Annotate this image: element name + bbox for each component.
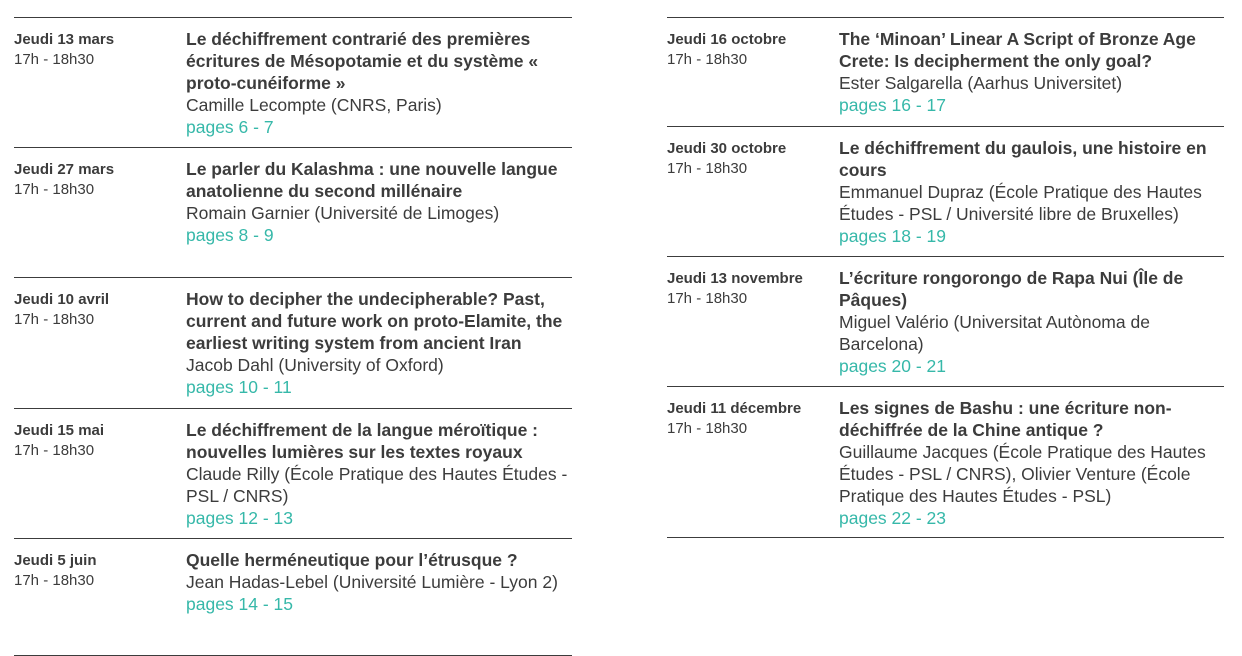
schedule-entry <box>14 538 572 656</box>
session-speaker: Claude Rilly (École Pratique des Hautes Études - PSL / CNRS) <box>186 464 568 506</box>
date-block <box>667 257 839 386</box>
schedule-entry <box>667 17 1224 126</box>
date-block <box>667 387 839 537</box>
session-date: Jeudi 10 avril <box>14 291 110 308</box>
schedule-entry <box>14 408 572 538</box>
schedule-entry <box>667 386 1224 538</box>
session-time: 17h - 18h30 <box>667 160 748 177</box>
session-time: 17h - 18h30 <box>14 51 95 68</box>
session-date: Jeudi 16 octobre <box>667 31 787 48</box>
date-block <box>14 539 186 655</box>
page-reference: pages 20 - 21 <box>839 356 947 376</box>
session-speaker: Miguel Valério (Universitat Autònoma de Barcelona) <box>839 312 1150 354</box>
schedule-entry <box>14 277 572 408</box>
session-content <box>186 409 572 538</box>
date-block <box>14 278 186 408</box>
schedule-entry <box>14 17 572 147</box>
session-time: 17h - 18h30 <box>667 420 748 437</box>
session-time: 17h - 18h30 <box>667 51 748 68</box>
session-date: Jeudi 30 octobre <box>667 140 787 157</box>
page-reference: pages 6 - 7 <box>186 117 274 137</box>
session-title: L’écriture rongorongo de Rapa Nui (Île de Pâques) <box>839 268 1184 310</box>
session-content <box>839 257 1224 386</box>
session-content <box>186 148 572 277</box>
page-reference: pages 22 - 23 <box>839 508 947 528</box>
date-block <box>14 148 186 277</box>
date-block <box>667 18 839 126</box>
session-time: 17h - 18h30 <box>14 572 95 589</box>
session-speaker: Emmanuel Dupraz (École Pratique des Hautes Études - PSL / Université libre de Bruxelles) <box>839 182 1202 224</box>
page-reference: pages 16 - 17 <box>839 95 947 115</box>
session-title: The ‘Minoan’ Linear A Script of Bronze Age Crete: Is decipherment the only goal? <box>839 29 1196 71</box>
session-date: Jeudi 5 juin <box>14 552 97 569</box>
session-title: How to decipher the undecipherable? Past, current and future work on proto-Elamite, the earliest writing system from ancient Iran <box>186 289 563 353</box>
session-date: Jeudi 27 mars <box>14 161 115 178</box>
session-title: Le déchiffrement du gaulois, une histoire en cours <box>839 138 1207 180</box>
session-speaker: Jean Hadas-Lebel (Université Lumière - Lyon 2) <box>186 572 558 592</box>
date-block <box>14 18 186 147</box>
page-reference: pages 10 - 11 <box>186 377 292 397</box>
session-title: Le parler du Kalashma : une nouvelle langue anatolienne du second millénaire <box>186 159 558 201</box>
page-reference: pages 14 - 15 <box>186 594 294 614</box>
session-content <box>186 539 572 655</box>
schedule-entry <box>14 147 572 277</box>
session-speaker: Jacob Dahl (University of Oxford) <box>186 355 444 375</box>
session-speaker: Ester Salgarella (Aarhus Universitet) <box>839 73 1123 93</box>
session-title: Quelle herméneutique pour l’étrusque ? <box>186 550 518 570</box>
session-time: 17h - 18h30 <box>14 311 95 328</box>
session-speaker: Romain Garnier (Université de Limoges) <box>186 203 500 223</box>
session-content <box>186 18 572 147</box>
left-schedule-column <box>14 17 572 656</box>
session-content <box>839 18 1224 126</box>
session-date: Jeudi 13 novembre <box>667 270 803 287</box>
session-date: Jeudi 11 décembre <box>667 400 802 417</box>
date-block <box>667 127 839 256</box>
session-content <box>839 127 1224 256</box>
schedule-entry <box>667 126 1224 256</box>
session-date: Jeudi 13 mars <box>14 31 115 48</box>
session-speaker: Guillaume Jacques (École Pratique des Hautes Études - PSL / CNRS), Olivier Venture (École Pratique des Hautes Études - PSL) <box>839 442 1206 506</box>
session-content <box>839 387 1224 537</box>
date-block <box>14 409 186 538</box>
session-content <box>186 278 572 408</box>
session-time: 17h - 18h30 <box>14 181 95 198</box>
session-speaker: Camille Lecompte (CNRS, Paris) <box>186 95 442 115</box>
page-reference: pages 12 - 13 <box>186 508 294 528</box>
session-time: 17h - 18h30 <box>14 442 95 459</box>
schedule-entry <box>667 256 1224 386</box>
session-date: Jeudi 15 mai <box>14 422 105 439</box>
session-time: 17h - 18h30 <box>667 290 748 307</box>
page-reference: pages 18 - 19 <box>839 226 947 246</box>
session-title: Le déchiffrement contrarié des premières écritures de Mésopotamie et du système « proto-cunéiforme » <box>186 29 539 93</box>
session-title: Les signes de Bashu : une écriture non-déchiffrée de la Chine antique ? <box>839 398 1172 440</box>
session-title: Le déchiffrement de la langue méroïtique : nouvelles lumières sur les textes royaux <box>186 420 539 462</box>
page-reference: pages 8 - 9 <box>186 225 274 245</box>
right-schedule-column <box>667 17 1224 538</box>
